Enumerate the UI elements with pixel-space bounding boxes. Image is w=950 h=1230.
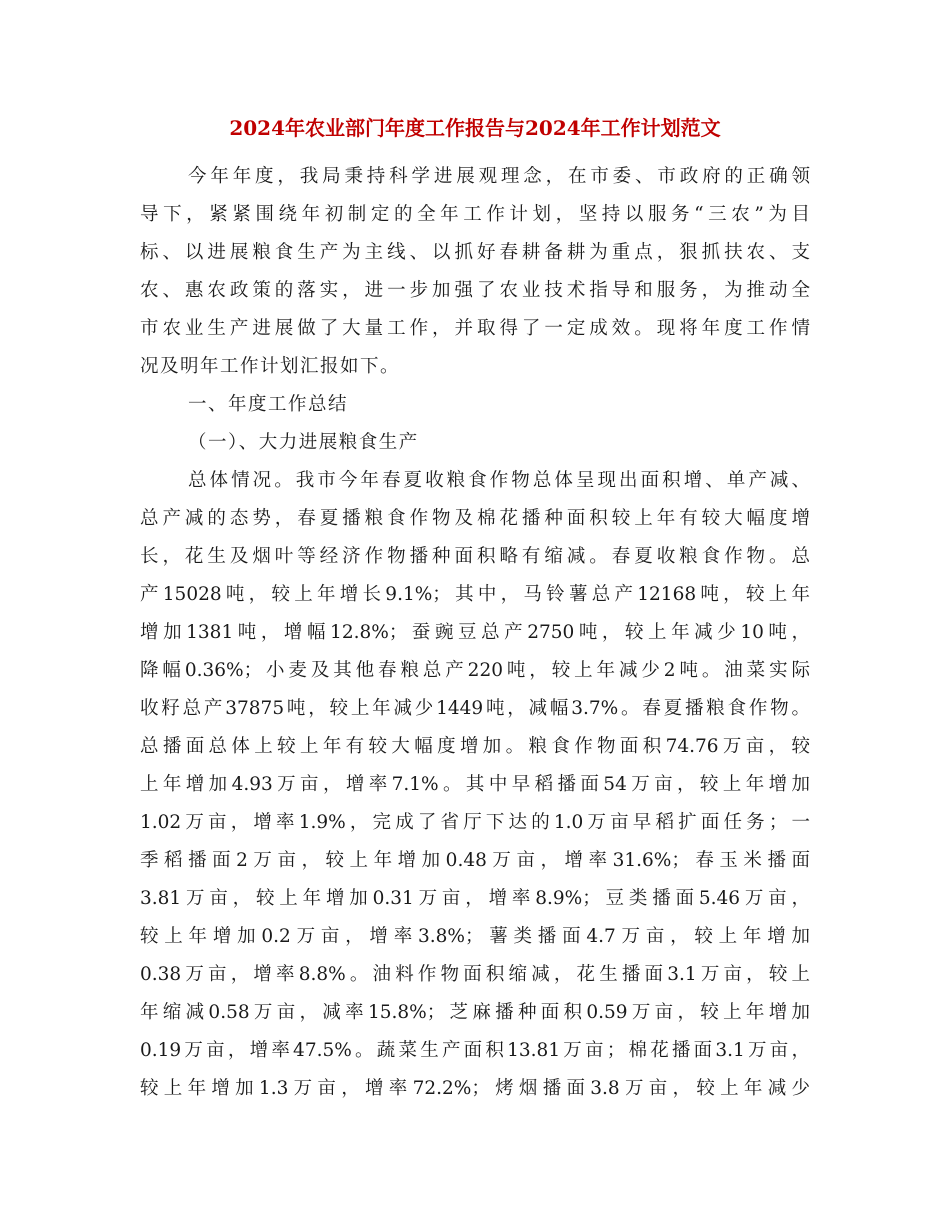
paragraph-line: 长，花生及烟叶等经济作物播种面积略有缩减。春夏收粮食作物。总	[140, 546, 810, 567]
paragraph-line: 0.19万亩，增率47.5%。蔬菜生产面积13.81万亩；棉花播面3.1万亩，	[140, 1040, 810, 1061]
section-heading: 一、年度工作总结	[188, 394, 349, 415]
paragraph-line: 总体情况。我市今年春夏收粮食作物总体呈现出面积增、单产减、	[188, 470, 810, 491]
paragraph-line: 标、以进展粮食生产为主线、以抓好春耕备耕为重点，狠抓扶农、支	[140, 242, 810, 263]
document-title: 2024年农业部门年度工作报告与2024年工作计划范文	[229, 116, 721, 140]
paragraph-line: 总产减的态势，春夏播粮食作物及棉花播种面积较上年有较大幅度增	[140, 508, 810, 529]
paragraph-line: 产15028吨，较上年增长9.1%；其中，马铃薯总产12168吨，较上年	[140, 584, 810, 605]
subsection-heading: （一）、大力进展粮食生产	[188, 432, 419, 453]
paragraph-line: 导下，紧紧围绕年初制定的全年工作计划，坚持以服务“三农”为目	[140, 204, 810, 225]
paragraph-line: 总播面总体上较上年有较大幅度增加。粮食作物面积74.76万亩，较	[140, 736, 810, 757]
paragraph-line: 3.81万亩，较上年增加0.31万亩，增率8.9%；豆类播面5.46万亩，	[140, 888, 810, 909]
paragraph-line: 上年增加4.93万亩，增率7.1%。其中早稻播面54万亩，较上年增加	[140, 774, 810, 795]
paragraph-line: 市农业生产进展做了大量工作，并取得了一定成效。现将年度工作情	[140, 318, 810, 339]
paragraph-line: 农、惠农政策的落实，进一步加强了农业技术指导和服务，为推动全	[140, 280, 810, 301]
paragraph-line: 况及明年工作计划汇报如下。	[140, 356, 401, 377]
paragraph-line: 降幅0.36%；小麦及其他春粮总产220吨，较上年减少2吨。油菜实际	[140, 660, 810, 681]
paragraph-line: 收籽总产37875吨，较上年减少1449吨，减幅3.7%。春夏播粮食作物。	[140, 698, 810, 719]
paragraph-line: 增加1381吨，增幅12.8%；蚕豌豆总产2750吨，较上年减少10吨，	[140, 622, 810, 643]
paragraph-line: 年缩减0.58万亩，减率15.8%；芝麻播种面积0.59万亩，较上年增加	[140, 1002, 810, 1023]
paragraph-line: 季稻播面2万亩，较上年增加0.48万亩，增率31.6%；春玉米播面	[140, 850, 810, 871]
paragraph-line: 较上年增加1.3万亩，增率72.2%；烤烟播面3.8万亩，较上年减少	[140, 1078, 810, 1099]
paragraph-line: 0.38万亩，增率8.8%。油料作物面积缩减，花生播面3.1万亩，较上	[140, 964, 810, 985]
paragraph-line: 今年年度，我局秉持科学进展观理念，在市委、市政府的正确领	[188, 166, 810, 187]
paragraph-line: 1.02万亩，增率1.9%，完成了省厅下达的1.0万亩早稻扩面任务；一	[140, 812, 810, 833]
paragraph-line: 较上年增加0.2万亩，增率3.8%；薯类播面4.7万亩，较上年增加	[140, 926, 810, 947]
